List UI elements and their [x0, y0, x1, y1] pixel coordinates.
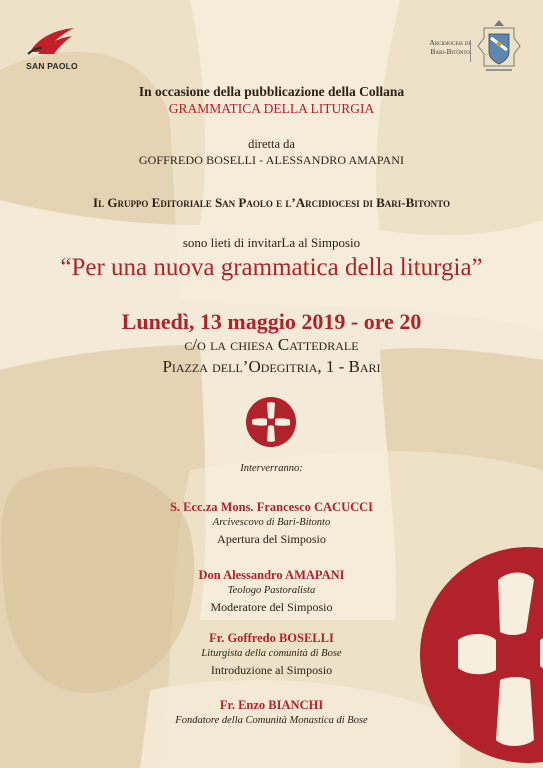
speaker-name: Fr. Enzo BIANCHI	[219, 698, 324, 712]
speaker-activity: Introduzione al Simposio	[210, 663, 333, 677]
collection-title: GRAMMATICA DELLA LITURGIA	[168, 101, 375, 116]
directors-text: GOFFREDO BOSELLI - ALESSANDRO AMAPANI	[138, 153, 405, 167]
event-address: Piazza dell’Odegitria, 1 - Bari	[162, 357, 381, 376]
speaker-name: S. Ecc.za Mons. Francesco CACUCCI	[169, 500, 374, 514]
speakers-heading: Interverranno:	[240, 463, 303, 474]
logo-divider	[470, 40, 471, 62]
diocese-logo	[398, 18, 528, 78]
speaker-role: Liturgista della comunità di Bose	[201, 648, 342, 659]
speaker-block	[0, 567, 543, 615]
invite-text: sono lieti di invitarLa al Simposio	[182, 235, 361, 250]
speaker-block	[0, 630, 543, 678]
event-datetime: Lunedì, 13 maggio 2019 - ore 20	[121, 309, 422, 334]
san-paolo-logo	[22, 24, 82, 71]
publisher-name: SAN PAOLO	[26, 61, 78, 71]
speaker-activity: Apertura del Simposio	[217, 532, 326, 546]
speaker-name: Don Alessandro AMAPANI	[198, 568, 345, 582]
occasion-text: In occasione della pubblicazione della Collana	[138, 84, 405, 99]
speaker-role: Arcivescovo di Bari-Bitonto	[212, 517, 331, 528]
speaker-role: Fondatore della Comunità Monastica di Bose	[175, 715, 368, 726]
san-paolo-emblem-icon	[24, 24, 80, 58]
speaker-activity: Moderatore del Simposio	[210, 600, 333, 614]
speaker-name: Fr. Goffredo BOSELLI	[209, 631, 334, 645]
speaker-block	[0, 499, 543, 547]
event-venue: c/o la chiesa Cattedrale	[184, 335, 359, 354]
speaker-block	[0, 697, 543, 729]
organizers-text: Il Gruppo Editoriale San Paolo e l’Arcidiocesi di Bari-Bitonto	[93, 195, 450, 210]
coat-of-arms-icon	[474, 18, 524, 76]
red-cross-emblem-icon	[246, 397, 296, 447]
diocese-name: Arcidiocesi di Bari-Bitonto	[429, 38, 470, 56]
directed-by-text: diretta da	[248, 137, 295, 151]
symposium-title: “Per una nuova grammatica della liturgia”	[60, 254, 483, 281]
speaker-role: Teologo Pastoralista	[227, 585, 316, 596]
